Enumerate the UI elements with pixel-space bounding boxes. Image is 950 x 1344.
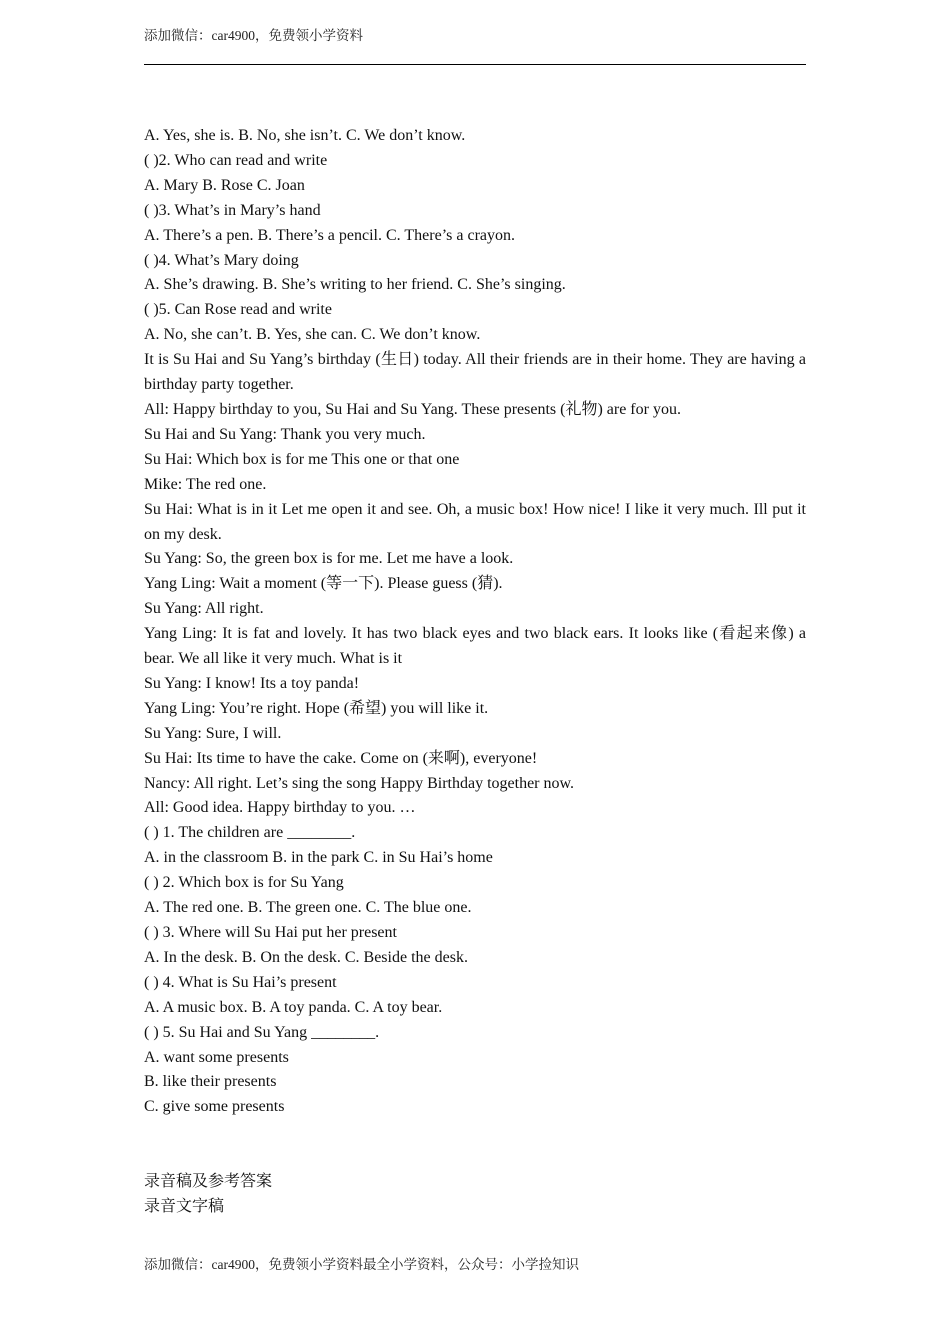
answer-option: B. like their presents bbox=[144, 1073, 277, 1091]
dialogue-line: Su Yang: I know! Its a toy panda! bbox=[144, 674, 360, 692]
question-line: ( )3. What’s in Mary’s hand bbox=[144, 201, 321, 219]
section-title: 录音稿及参考答案 bbox=[144, 1173, 273, 1191]
answer-options: A. She’s drawing. B. She’s writing to her friend. C. She’s singing. bbox=[144, 276, 566, 294]
question-line: ( )4. What’s Mary doing bbox=[144, 251, 299, 269]
header-divider bbox=[144, 64, 806, 65]
question-line: ( ) 5. Su Hai and Su Yang ________. bbox=[144, 1023, 380, 1041]
dialogue-line: Mike: The red one. bbox=[144, 475, 267, 493]
dialogue-line: Su Hai and Su Yang: Thank you very much. bbox=[144, 425, 426, 443]
dialogue-line: Su Yang: So, the green box is for me. Let me have a look. bbox=[144, 550, 514, 568]
section-gap bbox=[144, 1120, 806, 1170]
question-line: ( ) 3. Where will Su Hai put her present bbox=[144, 924, 397, 941]
answer-options: A. Mary B. Rose C. Joan bbox=[144, 176, 305, 194]
dialogue-line: Su Hai: What is in it Let me open it and see. Oh, a music box! How nice! I like it very much. Ill put it on my desk. bbox=[144, 500, 806, 543]
question-line: ( ) 4. What is Su Hai’s present bbox=[144, 973, 337, 991]
section-subtitle: 录音文字稿 bbox=[144, 1198, 225, 1216]
answer-options: A. A music box. B. A toy panda. C. A toy bear. bbox=[144, 998, 443, 1016]
reading-story bbox=[144, 348, 806, 821]
answer-options: A. The red one. B. The green one. C. The blue one. bbox=[144, 899, 472, 917]
page-header: 添加微信：car4900，免费领小学资料 bbox=[144, 28, 363, 43]
answer-option: A. want some presents bbox=[144, 1048, 289, 1066]
answer-options: A. There’s a pen. B. There’s a pencil. C. There’s a crayon. bbox=[144, 226, 515, 244]
answer-options: A. In the desk. B. On the desk. C. Beside the desk. bbox=[144, 948, 468, 966]
dialogue-line: Su Yang: All right. bbox=[144, 600, 264, 618]
dialogue-line: Yang Ling: You’re right. Hope (希望) you will like it. bbox=[144, 699, 489, 717]
document-body bbox=[144, 124, 806, 1220]
question-line: ( ) 2. Which box is for Su Yang bbox=[144, 874, 344, 892]
dialogue-line: All: Good idea. Happy birthday to you. … bbox=[144, 799, 416, 817]
question-line: ( ) 1. The children are ________. bbox=[144, 824, 356, 842]
dialogue-line: Yang Ling: Wait a moment (等一下). Please guess (猜). bbox=[144, 575, 503, 593]
listening-questions bbox=[144, 124, 806, 348]
dialogue-line: Nancy: All right. Let’s sing the song Happy Birthday together now. bbox=[144, 774, 575, 792]
question-line: ( )2. Who can read and write bbox=[144, 151, 328, 169]
dialogue-line: Su Hai: Which box is for me This one or that one bbox=[144, 450, 460, 468]
answer-option: C. give some presents bbox=[144, 1098, 285, 1116]
story-intro: It is Su Hai and Su Yang’s birthday (生日) today. All their friends are in their home. They are having a birthday party together. bbox=[144, 351, 806, 394]
question-line: ( )5. Can Rose read and write bbox=[144, 301, 332, 319]
reading-questions bbox=[144, 821, 806, 1120]
answer-options: A. in the classroom B. in the park C. in Su Hai’s home bbox=[144, 849, 493, 867]
dialogue-line: Yang Ling: It is fat and lovely. It has two black eyes and two black ears. It looks like (看起来像) a bear. We all like it very much. What is it bbox=[144, 625, 806, 668]
dialogue-line: All: Happy birthday to you, Su Hai and Su Yang. These presents (礼物) are for you. bbox=[144, 400, 681, 418]
answer-options: A. No, she can’t. B. Yes, she can. C. We don’t know. bbox=[144, 326, 481, 344]
answer-options: A. Yes, she is. B. No, she isn’t. C. We don’t know. bbox=[144, 127, 466, 144]
page-footer: 添加微信：car4900，免费领小学资料最全小学资料，公众号：小学捡知识 bbox=[144, 1257, 579, 1272]
dialogue-line: Su Hai: Its time to have the cake. Come on (来啊), everyone! bbox=[144, 749, 538, 767]
dialogue-line: Su Yang: Sure, I will. bbox=[144, 724, 282, 742]
